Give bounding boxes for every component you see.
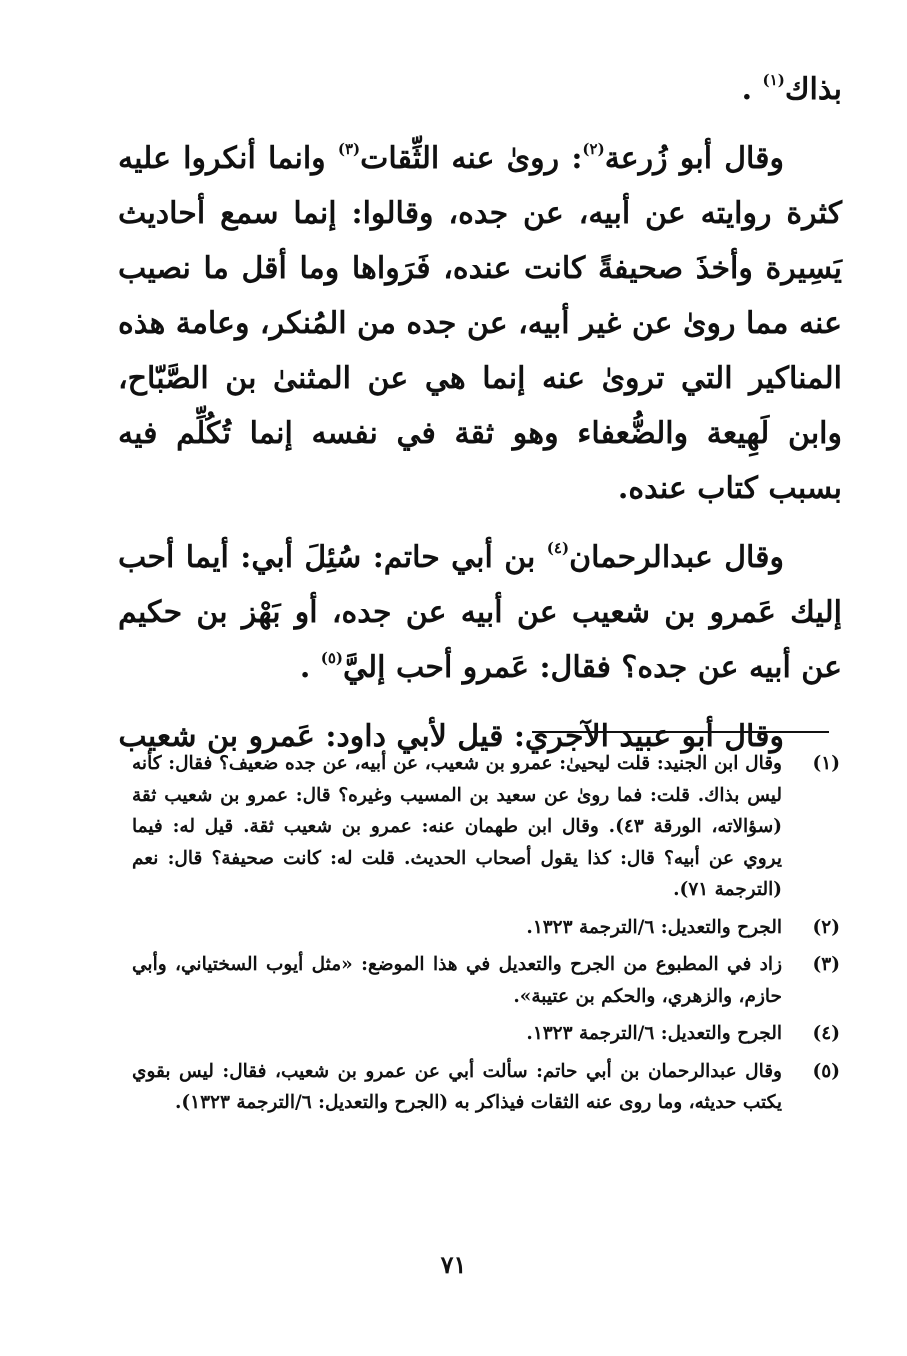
footnote-number: (٥) bbox=[812, 1060, 840, 1082]
paragraph-2-text-b: : رویٰ عنه الثِّقات bbox=[360, 141, 583, 176]
paragraph-3-text-b: بن أبي حاتم: سُئِلَ أبي: أيما أحب إليك عَمرو بن شعيب عن أبيه عن جده، أو بَهْز بن حكيم عن أبيه عن جده؟ فقال: عَمرو أحب إليَّ bbox=[118, 540, 842, 685]
footnote-ref-5: (٥) bbox=[320, 649, 344, 667]
paragraph-2 bbox=[118, 131, 842, 516]
footnote-text: زاد في المطبوع من الجرح والتعديل في هذا الموضع: «مثل أيوب السختياني، وأبي حازم، والزهري، والحكم بن عتيبة». bbox=[132, 954, 782, 1007]
paragraph-3 bbox=[118, 530, 842, 695]
footnote-ref-2: (٢) bbox=[582, 140, 605, 158]
paragraph-3-end: . bbox=[299, 650, 321, 685]
paragraph-2-text-a: وقال أبو زُرعة bbox=[604, 141, 784, 176]
footnote-text: وقال ابن الجنيد: قلت ليحيىٰ: عمرو بن شعيب، عن أبيه، عن جده ضعيف؟ فقال: كأنه ليس بذاك. قلت: فما رویٰ عن سعيد بن المسيب وغيره؟ قال: عمرو بن شعيب ثقة (سؤالاته، الورقة ٤٣). وقال ابن طهمان عنه: عمرو بن شعيب ثقة. قيل له: فيما يروي عن أبيه؟ قال: كذا يقول أصحاب الحديث. قلت له: كانت صحيفة؟ قال: نعم (الترجمة ٧١). bbox=[132, 753, 782, 900]
footnote-3 bbox=[132, 949, 840, 1012]
footnote-5 bbox=[132, 1056, 840, 1119]
footnote-text: الجرح والتعديل: ٦/الترجمة ١٣٢٣. bbox=[526, 916, 782, 938]
paragraph-1-end: . bbox=[741, 72, 763, 107]
footnote-number: (٢) bbox=[812, 916, 840, 938]
footnote-4 bbox=[132, 1018, 840, 1050]
main-text bbox=[118, 62, 842, 764]
footnote-text: الجرح والتعديل: ٦/الترجمة ١٣٢٣. bbox=[526, 1023, 782, 1044]
paragraph-3-text-a: وقال عبدالرحمان bbox=[569, 540, 784, 575]
paragraph-4-text: وقال أبو عبيد الآجري: قيل لأبي داود: عَمرو بن شعيب bbox=[118, 719, 784, 754]
footnote-ref-1: (١) bbox=[762, 71, 785, 89]
footnote-2 bbox=[132, 912, 840, 944]
footnote-number: (١) bbox=[812, 753, 840, 774]
footnote-number: (٣) bbox=[812, 954, 840, 975]
paragraph-1 bbox=[118, 62, 842, 117]
footnote-ref-3: (٣) bbox=[337, 140, 361, 158]
paragraph-1-text: بذاك bbox=[784, 72, 842, 107]
footnote-text: وقال عبدالرحمان بن أبي حاتم: سألت أبي عن عمرو بن شعيب، فقال: ليس بقوي يكتب حديثه، وما روى عنه الثقات فيذاكر به (الجرح والتعديل: ٦/الترجمة ١٣٢٣). bbox=[132, 1060, 782, 1113]
footnote-1 bbox=[132, 748, 840, 906]
footnotes bbox=[132, 748, 840, 1125]
footnote-divider bbox=[532, 731, 829, 733]
footnote-ref-4: (٤) bbox=[546, 539, 570, 557]
paragraph-2-text-c: وانما أنكروا عليه كثرة روايته عن أبيه، عن جده، وقالوا: إنما سمع أحاديث يَسِيرة وأخذَ صحيفةً كانت عنده، فَرَواها وما أقل ما نصيب عنه مما رویٰ عن غير أبيه، عن جده من المُنكر، وعامة هذه المناكير التي تروىٰ عنه إنما هي عن المثنىٰ بن الصَّبّاح، وابن لَهِيعة والضُّعفاء وهو ثقة في نفسه إنما تُكُلِّم فيه بسبب كتاب عنده. bbox=[118, 141, 842, 506]
page-number: ٧١ bbox=[440, 1250, 467, 1279]
footnote-number: (٤) bbox=[812, 1023, 840, 1044]
